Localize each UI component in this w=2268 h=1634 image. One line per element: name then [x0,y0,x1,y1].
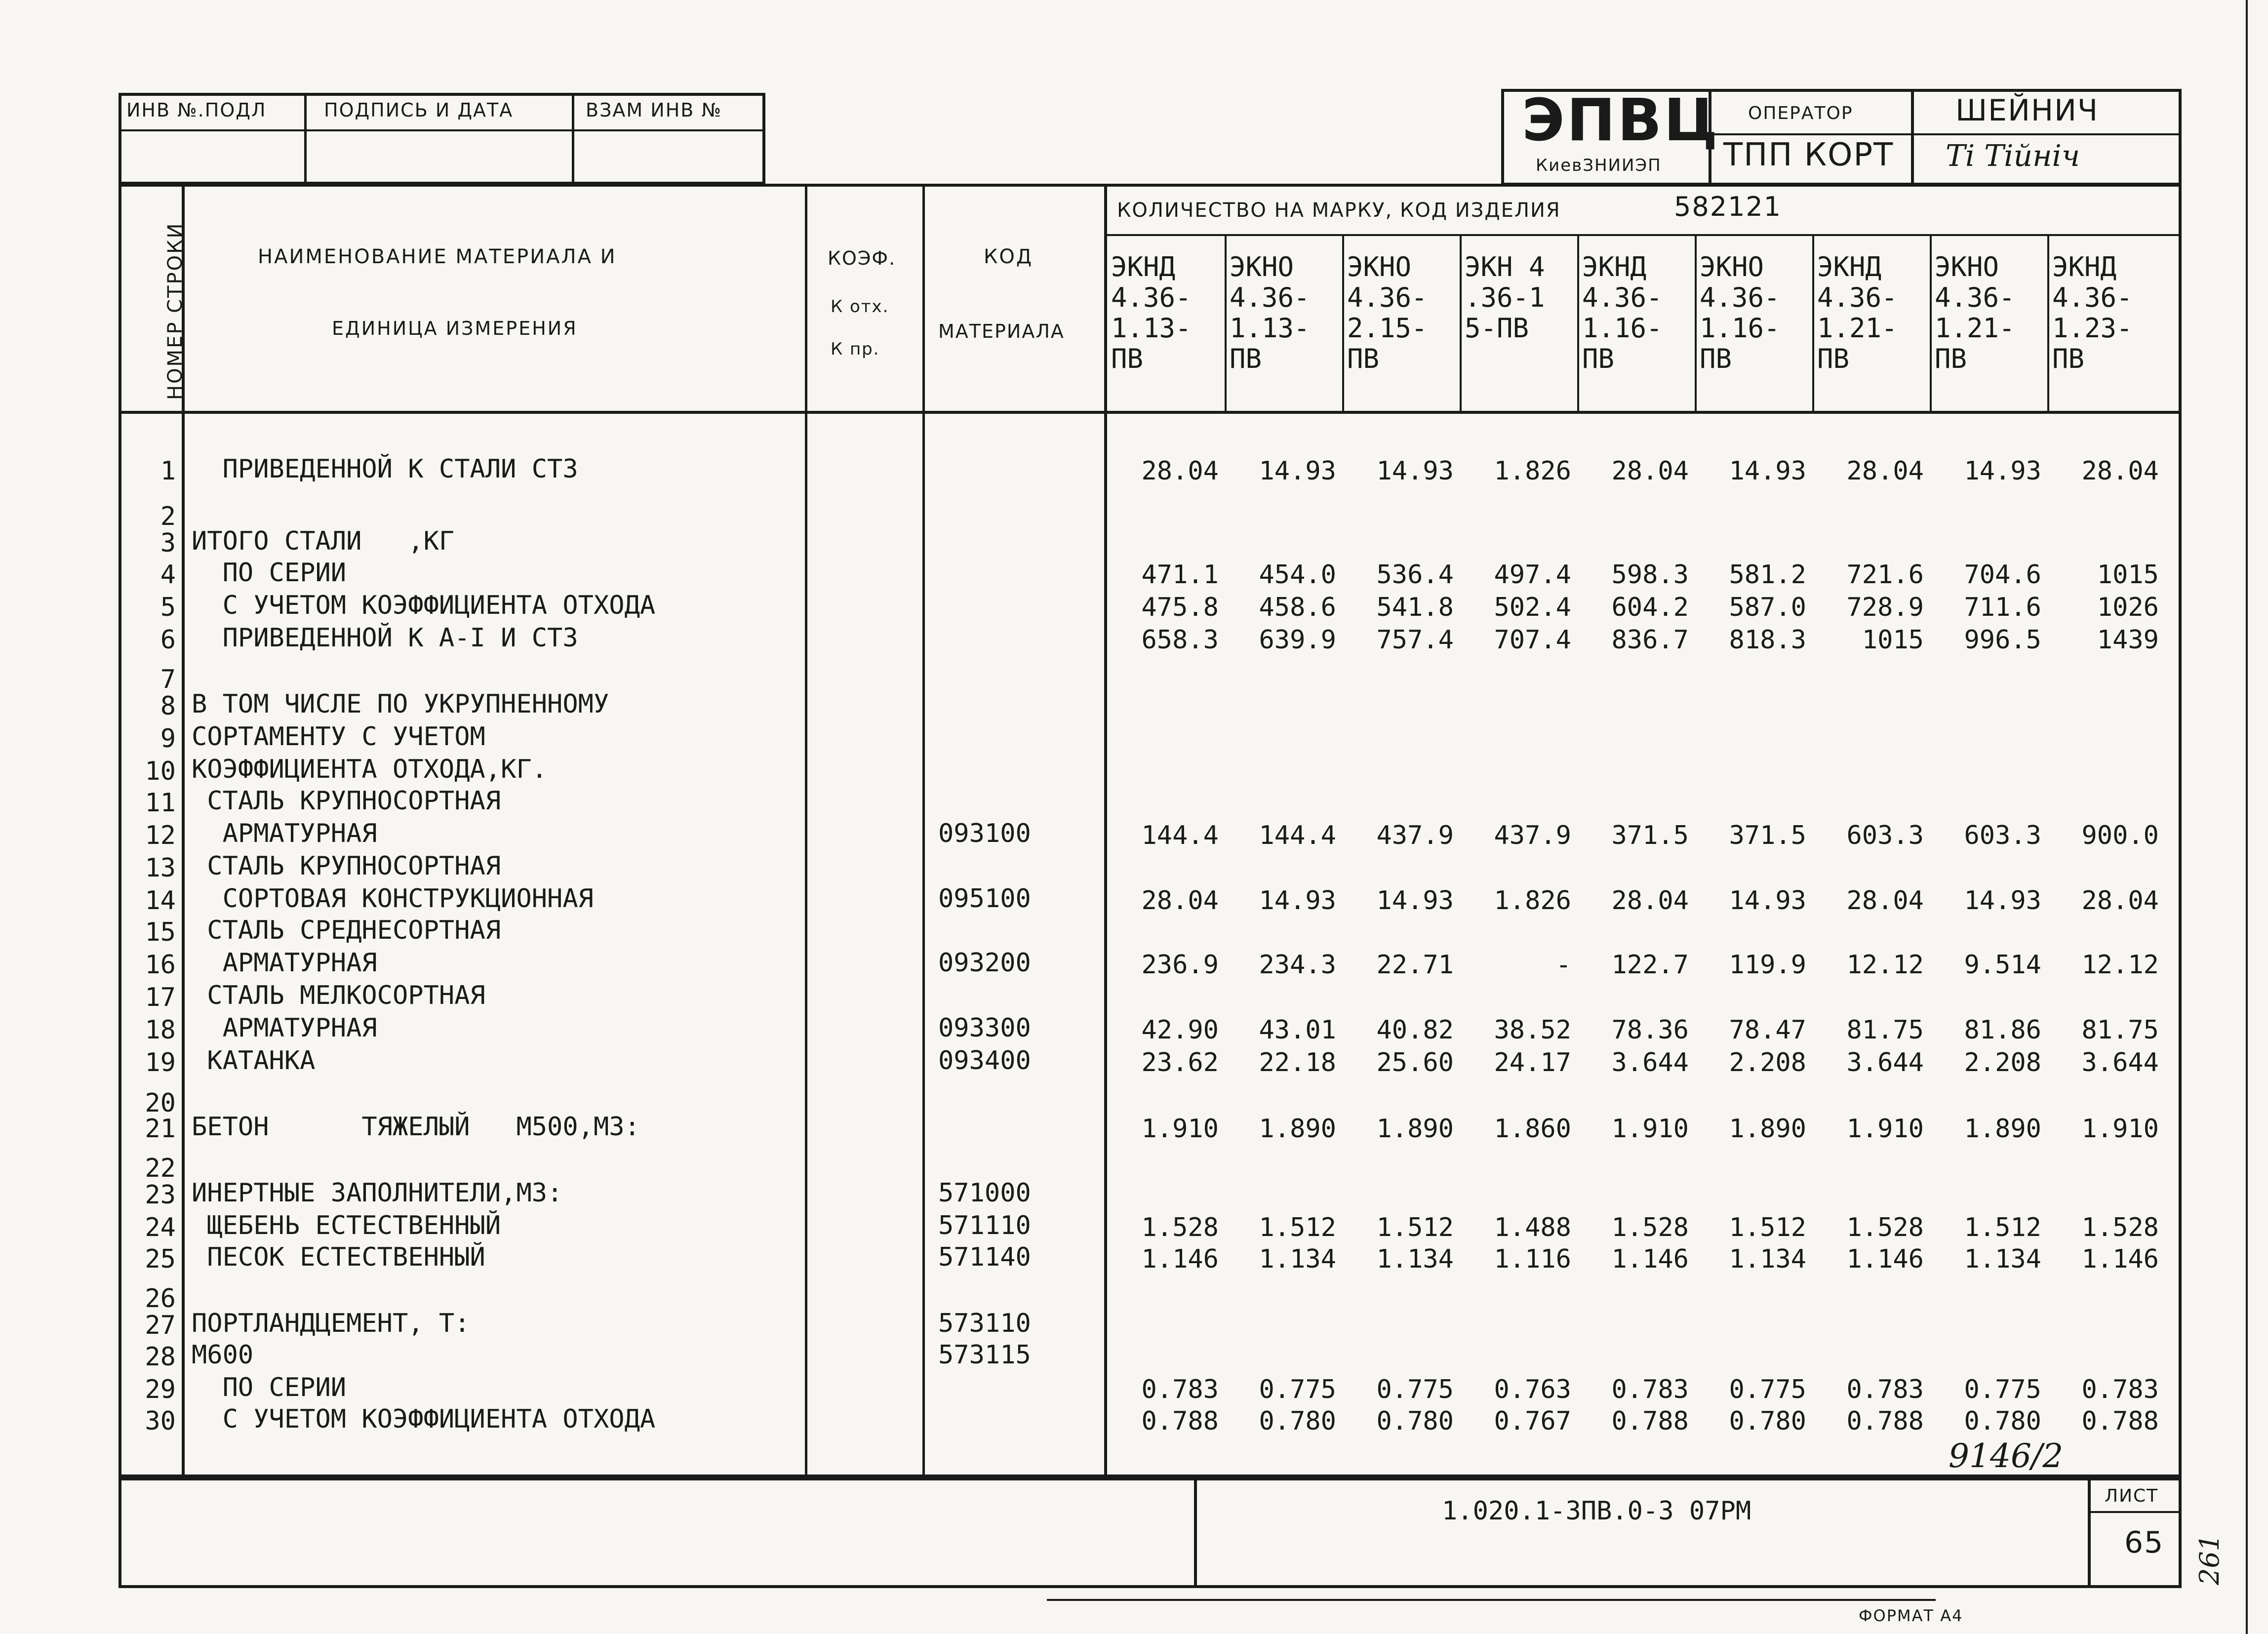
quantity-cell: 437.9 [1376,821,1454,850]
mark-header-line: ЭКНО [1935,251,1999,282]
material-code: 571000 [938,1178,1031,1208]
row-number: 12 [145,821,176,850]
mark-header-line: ЭКНД [1111,251,1176,282]
row-number: 27 [145,1311,176,1340]
quantity-cell: 581.2 [1729,560,1806,590]
coef-header-line1: КОЭФ. [828,247,896,269]
quantity-cell: 1.488 [1494,1213,1571,1242]
quantity-cell: 14.93 [1729,456,1806,486]
mark-header-line: 4.36- [1935,282,2015,313]
quantity-cell: 502.4 [1494,593,1571,622]
mark-header-line: ПВ [2052,343,2085,374]
quantity-cell: 22.18 [1259,1048,1336,1077]
mark-header-line: 1.21- [1817,313,1898,344]
mark-header-line: 1.21- [1935,313,2015,344]
material-header-line2: ЕДИНИЦА ИЗМЕРЕНИЯ [332,318,578,339]
mark-header-line: 1.13- [1230,313,1310,344]
material-name: АРМАТУРНАЯ [192,948,377,978]
mark-column-header [1230,252,1310,374]
row-number: 3 [160,528,176,558]
quantity-cell: 475.8 [1141,593,1219,622]
quantity-cell: 144.4 [1259,821,1336,850]
signer-name: ШЕЙНИЧ [1955,93,2099,128]
material-name: С УЧЕТОМ КОЭФФИЦИЕНТА ОТХОДА [192,591,656,620]
quantity-cell: 1.134 [1729,1244,1806,1274]
mark-column-header [1700,252,1780,374]
quantity-cell: 1.512 [1376,1213,1454,1242]
mark-column-header [2052,252,2133,374]
quantity-cell: 711.6 [1964,593,2041,622]
quantity-cell: 0.780 [1729,1406,1806,1436]
row-number: 2 [160,502,176,531]
mark-header-line: 4.36- [1817,282,1898,313]
sheet-number: 65 [2124,1525,2164,1560]
material-name: КОЭФФИЦИЕНТА ОТХОДА,КГ. [192,755,548,784]
quantity-cell: 0.780 [1259,1406,1336,1436]
quantity-cell: 14.93 [1376,886,1454,916]
row-number: 13 [145,853,176,883]
quantity-cell: 1.512 [1964,1213,2041,1242]
quantity-cell: 14.93 [1259,456,1336,486]
quantity-cell: 1.146 [1141,1244,1219,1274]
quantity-header: КОЛИЧЕСТВО НА МАРКУ, КОД ИЗДЕЛИЯ [1117,199,1561,222]
mark-header-line: 4.36- [1111,282,1192,313]
row-number: 5 [160,593,176,622]
quantity-cell: 728.9 [1846,593,1924,622]
product-code: 582121 [1674,191,1782,222]
quantity-cell: 1.146 [2081,1244,2159,1274]
quantity-cell: 996.5 [1964,625,2041,655]
material-name: С УЧЕТОМ КОЭФФИЦИЕНТА ОТХОДА [192,1404,656,1434]
quantity-cell: 900.0 [2081,821,2159,850]
quantity-cell: 1439 [2097,625,2159,655]
quantity-cell: 707.4 [1494,625,1571,655]
quantity-cell: 1.910 [1611,1114,1689,1144]
quantity-cell: 42.90 [1141,1015,1219,1045]
quantity-cell: 1.910 [1846,1114,1924,1144]
quantity-cell: 28.04 [1141,456,1219,486]
quantity-cell: 12.12 [2081,950,2159,980]
quantity-cell: 471.1 [1141,560,1219,590]
material-code: 573115 [938,1340,1031,1370]
row-number: 14 [145,886,176,916]
mark-header-line: ПВ [1817,343,1850,374]
stamp-vzam-inv: ВЗАМ ИНВ № [586,99,722,121]
mark-header-line: .36-1 [1465,282,1545,313]
quantity-cell: 14.93 [1729,886,1806,916]
row-number: 24 [145,1213,176,1242]
quantity-cell: 1.890 [1964,1114,2041,1144]
quantity-cell: 0.767 [1494,1406,1571,1436]
material-name: СТАЛЬ КРУПНОСОРТНАЯ [192,786,501,816]
row-number: 7 [160,665,176,694]
row-number: 19 [145,1048,176,1077]
material-name: М600 [192,1340,254,1370]
quantity-cell: 721.6 [1846,560,1924,590]
mark-header-line: 4.36- [1347,282,1428,313]
code-header-line1: КОД [984,245,1034,268]
quantity-cell: 1015 [1862,625,1924,655]
quantity-cell: 236.9 [1141,950,1219,980]
quantity-cell: 119.9 [1729,950,1806,980]
quantity-cell: 658.3 [1141,625,1219,655]
quantity-cell: 818.3 [1729,625,1806,655]
quantity-cell: 1.890 [1376,1114,1454,1144]
quantity-cell: 0.780 [1964,1406,2041,1436]
quantity-cell: 1.528 [2081,1213,2159,1242]
quantity-cell: 0.775 [1964,1375,2041,1404]
quantity-cell: 81.75 [2081,1015,2159,1045]
quantity-cell: 0.783 [1141,1375,1219,1404]
row-number: 1 [160,456,176,486]
quantity-cell: 1.146 [1846,1244,1924,1274]
quantity-cell: 78.47 [1729,1015,1806,1045]
mark-header-line: ЭКНО [1347,251,1412,282]
quantity-cell: 1.826 [1494,886,1571,916]
quantity-cell: 78.36 [1611,1015,1689,1045]
quantity-cell: 0.763 [1494,1375,1571,1404]
mark-column-header [1347,252,1428,374]
mark-header-line: 4.36- [1582,282,1663,313]
org-logo-subtitle: КиевЗНИИЭП [1536,156,1662,175]
mark-header-line: 1.16- [1700,313,1780,344]
material-code: 093200 [938,948,1031,978]
quantity-cell: 603.3 [1964,821,2041,850]
quantity-cell: 38.52 [1494,1015,1571,1045]
mark-column-header [1111,252,1192,374]
quantity-cell: 28.04 [2081,456,2159,486]
material-name: АРМАТУРНАЯ [192,1013,377,1043]
material-header-line1: НАИМЕНОВАНИЕ МАТЕРИАЛА И [258,245,617,268]
org-logo: ЭПВЦ [1522,86,1720,154]
document-code: 1.020.1-3ПВ.0-3 07РМ [1442,1496,1751,1526]
row-number: 29 [145,1375,176,1404]
quantity-cell: 14.93 [1376,456,1454,486]
mark-column-header [1817,252,1898,374]
quantity-cell: 704.6 [1964,560,2041,590]
material-code: 093100 [938,819,1031,848]
mark-header-line: 2.15- [1347,313,1428,344]
stamp-inv-podl: ИНВ №.ПОДЛ [126,99,267,121]
quantity-cell: 28.04 [1611,456,1689,486]
material-name: ПРИВЕДЕННОЙ К СТАЛИ СТ3 [192,454,578,484]
title-block [119,1477,2182,1588]
quantity-cell: 2.208 [1964,1048,2041,1077]
quantity-cell: 1.134 [1376,1244,1454,1274]
quantity-cell: 1.134 [1964,1244,2041,1274]
mark-header-line: 1.16- [1582,313,1663,344]
right-edge-line [2246,0,2248,1634]
row-number-header: НОМЕР СТРОКИ [164,222,187,400]
mark-header-line: 4.36- [1230,282,1310,313]
quantity-cell: 28.04 [1141,886,1219,916]
quantity-cell: 81.75 [1846,1015,1924,1045]
quantity-cell: 22.71 [1376,950,1454,980]
material-code: 573110 [938,1309,1031,1338]
quantity-cell: 0.788 [2081,1406,2159,1436]
row-number: 21 [145,1114,176,1144]
mark-header-line: ПВ [1230,343,1262,374]
material-name: СТАЛЬ КРУПНОСОРТНАЯ [192,851,501,881]
operator-label: ОПЕРАТОР [1748,103,1853,123]
mark-header-line: ПВ [1111,343,1144,374]
quantity-cell: 24.17 [1494,1048,1571,1077]
sheet-label: ЛИСТ [2105,1486,2159,1506]
row-number: 4 [160,560,176,590]
quantity-cell: 1.528 [1611,1213,1689,1242]
material-name: ПО СЕРИИ [192,558,347,588]
row-number: 18 [145,1015,176,1045]
mark-column-header [1465,252,1545,344]
material-name: ИНЕРТНЫЕ ЗАПОЛНИТЕЛИ,М3: [192,1178,563,1208]
mark-header-line: ЭКНО [1230,251,1294,282]
quantity-cell: 1.826 [1494,456,1571,486]
row-number: 11 [145,788,176,818]
quantity-cell: 757.4 [1376,625,1454,655]
quantity-cell: 1.528 [1846,1213,1924,1242]
material-code: 571140 [938,1242,1031,1272]
mark-header-line: ЭКНД [2052,251,2117,282]
side-number: 261 [2194,1534,2225,1585]
quantity-cell: 1015 [2097,560,2159,590]
material-name: АРМАТУРНАЯ [192,819,377,848]
mark-header-line: ПВ [1347,343,1380,374]
quantity-cell: 1.910 [2081,1114,2159,1144]
row-number: 25 [145,1244,176,1274]
quantity-cell: 28.04 [2081,886,2159,916]
quantity-cell: 0.775 [1259,1375,1336,1404]
quantity-cell: 0.788 [1846,1406,1924,1436]
quantity-cell: 1.910 [1141,1114,1219,1144]
mark-header-line: 4.36- [2052,282,2133,313]
quantity-cell: 598.3 [1611,560,1689,590]
row-number: 26 [145,1284,176,1314]
quantity-cell: 14.93 [1964,886,2041,916]
row-number: 20 [145,1088,176,1118]
quantity-cell: 1.116 [1494,1244,1571,1274]
material-name: В ТОМ ЧИСЛЕ ПО УКРУПНЕННОМУ [192,689,609,719]
quantity-cell: 1.512 [1729,1213,1806,1242]
coef-header-line3: К пр. [831,339,880,359]
quantity-cell: 454.0 [1259,560,1336,590]
quantity-cell: 0.783 [1611,1375,1689,1404]
row-number: 30 [145,1406,176,1436]
quantity-cell: 371.5 [1729,821,1806,850]
quantity-cell: 234.3 [1259,950,1336,980]
stamp-signature-date: ПОДПИСЬ И ДАТА [324,99,514,121]
quantity-cell: 604.2 [1611,593,1689,622]
quantity-cell: 81.86 [1964,1015,2041,1045]
quantity-cell: 0.788 [1611,1406,1689,1436]
row-number: 16 [145,950,176,980]
quantity-cell: 3.644 [2081,1048,2159,1077]
quantity-cell: 1.528 [1141,1213,1219,1242]
material-name: КАТАНКА [192,1046,316,1076]
material-code: 095100 [938,884,1031,914]
quantity-cell: 603.3 [1846,821,1924,850]
material-code: 093300 [938,1013,1031,1043]
quantity-cell: 12.12 [1846,950,1924,980]
row-number: 10 [145,757,176,786]
quantity-cell: 587.0 [1729,593,1806,622]
row-number: 17 [145,983,176,1012]
mark-header-line: ЭКНО [1700,251,1764,282]
material-name: ПО СЕРИИ [192,1373,347,1402]
material-name: ПОРТЛАНДЦЕМЕНТ, Т: [192,1309,470,1338]
mark-header-line: 4.36- [1700,282,1780,313]
mark-header-line: ПВ [1700,343,1732,374]
quantity-cell: 1.512 [1259,1213,1336,1242]
material-name: ПРИВЕДЕННОЙ К А-I И СТ3 [192,623,578,653]
material-name: СТАЛЬ МЕЛКОСОРТНАЯ [192,981,485,1010]
bottom-rule [1047,1599,1936,1601]
mark-header-line: 1.23- [2052,313,2133,344]
quantity-cell: 0.783 [2081,1375,2159,1404]
quantity-cell: - [1555,950,1571,980]
row-number: 23 [145,1180,176,1210]
quantity-cell: 536.4 [1376,560,1454,590]
quantity-cell: 9.514 [1964,950,2041,980]
quantity-cell: 144.4 [1141,821,1219,850]
mark-column-header [1935,252,2015,374]
handwritten-number: 9146/2 [1949,1437,2064,1475]
mark-header-line: ЭКНД [1582,251,1647,282]
quantity-cell: 28.04 [1611,886,1689,916]
material-code: 093400 [938,1046,1031,1076]
quantity-cell: 458.6 [1259,593,1336,622]
code-header-line2: МАТЕРИАЛА [938,320,1065,342]
quantity-cell: 0.780 [1376,1406,1454,1436]
quantity-cell: 836.7 [1611,625,1689,655]
row-number: 6 [160,625,176,655]
material-code: 571110 [938,1211,1031,1240]
quantity-cell: 371.5 [1611,821,1689,850]
format-label: ФОРМАТ А4 [1859,1606,1963,1625]
quantity-cell: 497.4 [1494,560,1571,590]
material-name: СОРТАМЕНТУ С УЧЕТОМ [192,722,485,752]
quantity-cell: 14.93 [1964,456,2041,486]
material-name: БЕТОН ТЯЖЕЛЫЙ М500,М3: [192,1112,640,1142]
quantity-cell: 23.62 [1141,1048,1219,1077]
mark-header-line: 5-ПВ [1465,313,1529,344]
mark-header-line: ЭКН 4 [1465,251,1545,282]
quantity-cell: 14.93 [1259,886,1336,916]
quantity-cell: 43.01 [1259,1015,1336,1045]
operator-value: ТПП КОРТ [1723,137,1894,173]
material-name: ПЕСОК ЕСТЕСТВЕННЫЙ [192,1242,485,1272]
mark-header-line: ПВ [1582,343,1615,374]
row-number: 28 [145,1342,176,1372]
mark-header-line: ПВ [1935,343,1967,374]
row-number: 8 [160,691,176,721]
row-number: 15 [145,917,176,947]
handwritten-signature: Ті Тійніч [1946,139,2080,173]
quantity-cell: 0.775 [1376,1375,1454,1404]
quantity-cell: 2.208 [1729,1048,1806,1077]
quantity-cell: 122.7 [1611,950,1689,980]
quantity-cell: 0.783 [1846,1375,1924,1404]
material-name: СТАЛЬ СРЕДНЕСОРТНАЯ [192,916,501,945]
coef-header-line2: К отх. [831,297,889,317]
quantity-cell: 1.860 [1494,1114,1571,1144]
row-number: 9 [160,724,176,754]
quantity-cell: 0.788 [1141,1406,1219,1436]
quantity-cell: 3.644 [1611,1048,1689,1077]
quantity-cell: 0.775 [1729,1375,1806,1404]
mark-header-line: 1.13- [1111,313,1192,344]
material-name: ИТОГО СТАЛИ ,КГ [192,526,455,556]
quantity-cell: 1.146 [1611,1244,1689,1274]
quantity-cell: 28.04 [1846,456,1924,486]
mark-header-line: ЭКНД [1817,251,1882,282]
quantity-cell: 437.9 [1494,821,1571,850]
quantity-cell: 1.890 [1259,1114,1336,1144]
quantity-cell: 25.60 [1376,1048,1454,1077]
material-name: ЩЕБЕНЬ ЕСТЕСТВЕННЫЙ [192,1211,501,1240]
quantity-cell: 40.82 [1376,1015,1454,1045]
quantity-cell: 3.644 [1846,1048,1924,1077]
quantity-cell: 1026 [2097,593,2159,622]
quantity-cell: 28.04 [1846,886,1924,916]
quantity-cell: 639.9 [1259,625,1336,655]
quantity-cell: 541.8 [1376,593,1454,622]
quantity-cell: 1.134 [1259,1244,1336,1274]
material-name: СОРТОВАЯ КОНСТРУКЦИОННАЯ [192,884,594,914]
row-number: 22 [145,1154,176,1183]
mark-column-header [1582,252,1663,374]
quantity-cell: 1.890 [1729,1114,1806,1144]
